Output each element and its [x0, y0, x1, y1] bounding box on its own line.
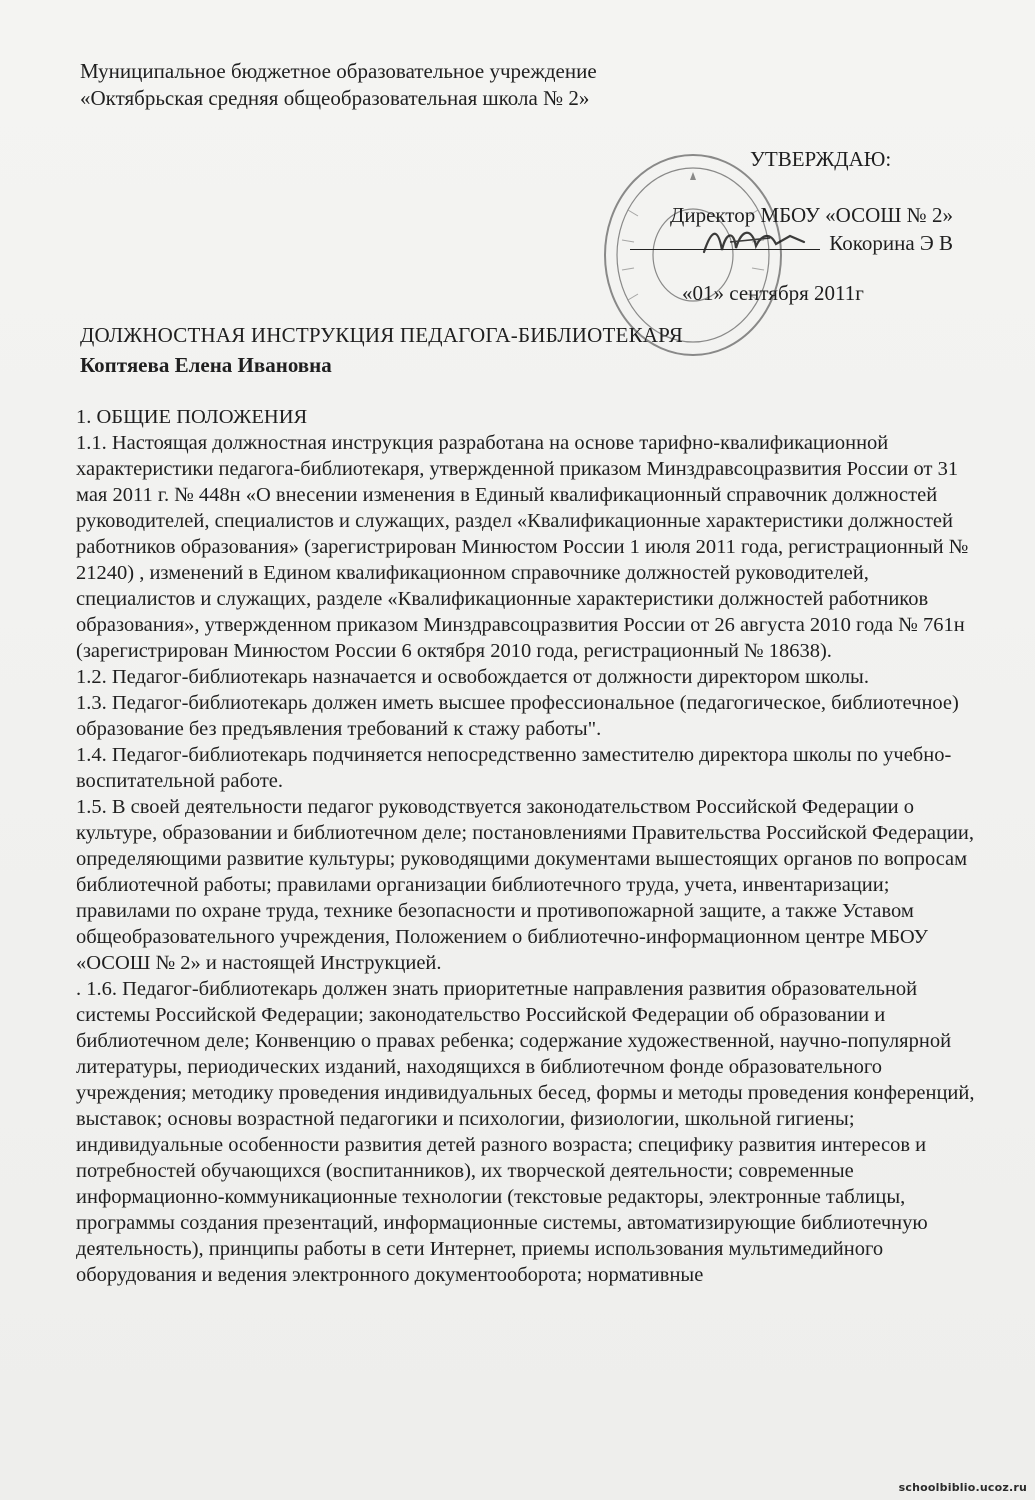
paragraph-1-6-continued: программы создания презентаций, информационные системы, автоматизирующие библиотечную деятельность), принципы работы в сети Интернет, приемы использования мультимедийного оборудования и ведения электронного документооборота; нормативные	[76, 1212, 928, 1286]
paragraph-1-1: 1.1. Настоящая должностная инструкция разработана на основе тарифно-квалификационной характеристики педагога-библиотекаря, утвержденной приказом Минздравсоцразвития России от 31 мая 2011 г. № 448н «О внесении изменения в Единый квалификационный справочник должностей руководителей, специалистов и служащих, раздел «Квалификационные характеристики должностей работников образования» (зарегистрирован Минюстом России 1 июля 2011 года, регистрационный № 21240) , изменений в Едином квалификационном справочнике должностей руководителей, специалистов и служащих, разделе «Квалификационные характеристики должностей работников образования», утвержденном приказом Минздравсоцразвития России от 26 августа 2010 года № 761н (зарегистрирован Минюстом России 6 октября 2010 года, регистрационный № 18638).	[76, 432, 969, 662]
section-heading: 1. ОБЩИЕ ПОЛОЖЕНИЯ	[76, 406, 308, 428]
paragraph-1-3: 1.3. Педагог-библиотекарь должен иметь высшее профессиональное (педагогическое, библиотечное) образование без предъявления требований к стажу работы".	[76, 692, 959, 740]
site-watermark: schoolbiblio.ucoz.ru	[898, 1481, 1027, 1494]
document-body	[76, 404, 981, 1288]
organization-header	[80, 58, 597, 112]
signature-underline	[630, 249, 820, 250]
director-position: Директор МБОУ «ОСОШ № 2»	[670, 203, 953, 227]
approve-label: УТВЕРЖДАЮ:	[750, 147, 892, 171]
document-title: ДОЛЖНОСТНАЯ ИНСТРУКЦИЯ ПЕДАГОГА-БИБЛИОТЕКАРЯ	[80, 323, 683, 347]
organization-line-1: Муниципальное бюджетное образовательное учреждение	[80, 59, 597, 83]
paragraph-1-5: 1.5. В своей деятельности педагог руководствуется законодательством Российской Федерации о культуре, образовании и библиотечном деле; постановлениями Правительства Российской Федерации, определяющими развитие культуры; руководящими документами вышестоящих органов по вопросам библиотечной работы; правилами организации библиотечного труда, учета, инвентаризации; правилами по охране труда, технике безопасности и противопожарной защите, а также Уставом общеобразовательного учреждения, Положением о библиотечно-информационном центре МБОУ «ОСОШ № 2» и настоящей Инструкцией.	[76, 796, 974, 974]
paragraph-1-6: . 1.6. Педагог-библиотекарь должен знать приоритетные направления развития образовательной системы Российской Федерации; законодательство Российской Федерации об образовании и библиотечном деле; Конвенцию о правах ребенка; содержание художественной, научно-популярной литературы, периодических изданий, находящихся в библиотечном фонде образовательного учреждения; методику проведения индивидуальных бесед, формы и методы проведения конференций, выставок; основы возрастной педагогики и психологии, физиологии, школьной гигиены; индивидуальные особенности развития детей разного возраста; специфику развития интересов и потребностей обучающихся (воспитанников), их творческой деятельности; современные информационно-коммуникационные технологии (текстовые редакторы, электронные таблицы,	[76, 978, 975, 1208]
employee-name: Коптяева Елена Ивановна	[80, 353, 332, 377]
organization-line-2: «Октябрьская средняя общеобразовательная школа № 2»	[80, 86, 590, 110]
director-name: Кокорина Э В	[829, 231, 954, 255]
paragraph-1-4: 1.4. Педагог-библиотекарь подчиняется непосредственно заместителю директора школы по учебно-воспитательной работе.	[76, 744, 952, 792]
signature-line	[630, 230, 953, 257]
approval-date: «01» сентября 2011г	[682, 281, 864, 305]
paragraph-1-2: 1.2. Педагог-библиотекарь назначается и освобождается от должности директором школы.	[76, 666, 869, 688]
